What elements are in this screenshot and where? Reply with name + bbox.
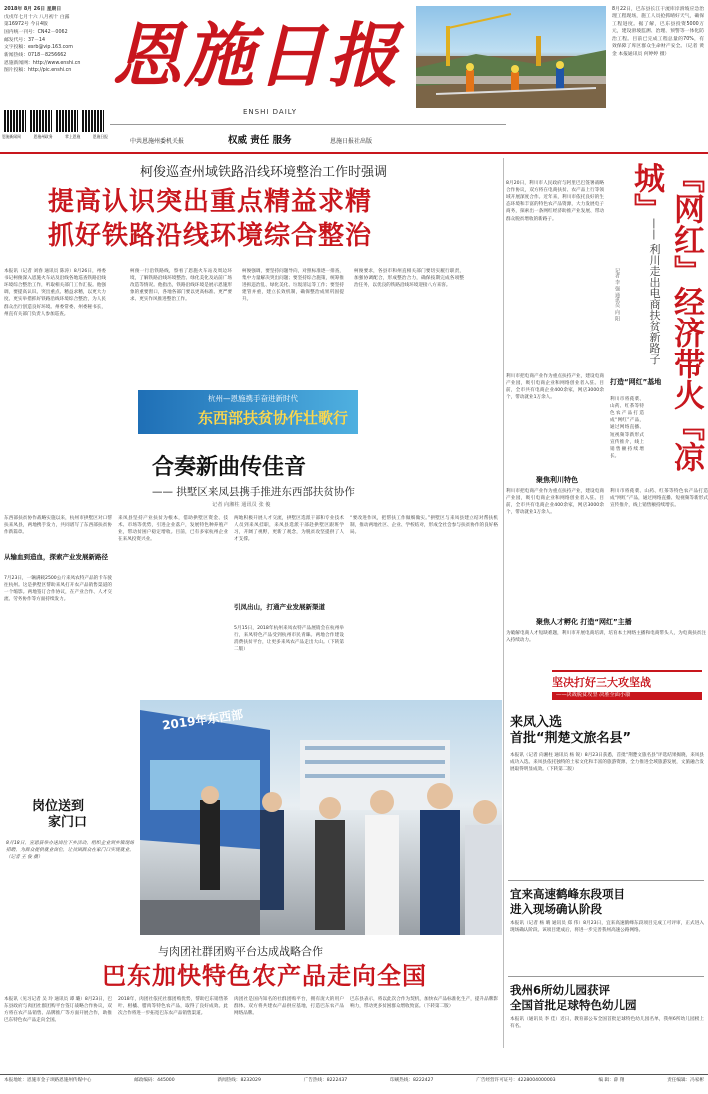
footer-address: 本报地址：恩施市金子坝路恩施州传媒中心 xyxy=(4,1078,92,1083)
story1-col3: 柯俊强调，要坚持问题导向，对照标准逐一排查，集中力量解决突出问题；要坚持综合施策，统筹推进拆违治乱、绿化美化、垃圾清运等工作；要坚持建管并重，建立长效机制，确保整治成果巩固提升。 xyxy=(242,269,344,303)
story2-banner-line2: 东西部扶贫协作壮歌行 xyxy=(198,409,349,427)
brief2-body: 本报讯（记者 杨 晴 通讯员 郑 伟）8月23日，宜来高速鹤峰东段项目完成工可评审，正式进入现场确认阶段。该项目建成后，将进一步完善我州高速公路网络。 xyxy=(510,921,704,934)
qr-label: 恩施州政务 xyxy=(33,134,53,139)
story3-col4: 巴东县表示，将以此次合作为契机，加快农产品标准化生产，提升品牌影响力，带动更多贫困群众增收致富。（下转第二版） xyxy=(350,997,498,1010)
story2-col1: 7月23日，一辆满载2500公斤来凤农特产品的卡车驶往杭州。这是拱墅区帮助来凤打开农产品销售渠道的一个缩影。两地签订合作协议，在产业合作、人才交流、劳务协作等方面持续发力。 xyxy=(4,576,112,603)
construction-scene-image xyxy=(416,6,606,108)
construction-photo xyxy=(416,6,606,108)
footer-tel-news: 新闻热线：8232029 xyxy=(217,1078,261,1083)
side-story-title-2: 家门口 xyxy=(48,815,88,830)
news-tel: 新闻热线：0718－8256662 xyxy=(4,53,67,59)
lunar-line: 戊戌年七月十六 八月初十 白露 xyxy=(4,14,70,20)
story1-col4: 柯俊要求，各县市和州直相关部门要切实履行职责，加强协调配合，形成整治合力，确保按期完成各项整治任务，以优良的铁路沿线环境迎接八方来客。 xyxy=(354,269,464,289)
qr-label: 恩施新闻网 xyxy=(2,134,21,139)
column-divider xyxy=(503,158,504,1048)
footer-tel-ads: 广告热线：8222437 xyxy=(303,1078,348,1083)
story-hangzhou xyxy=(2,395,500,695)
brief-highway xyxy=(508,884,706,974)
footer-tel-print: 印刷热线：8222427 xyxy=(390,1078,434,1083)
brief-divider-1 xyxy=(508,880,704,881)
story2-col2: 来凤县坚持产业扶贫为根本，借助拱墅区资金、技术、市场等优势，引进企业落户，发展特色种养殖产业，带动贫困户稳定增收。目前，已有多家杭州企业在来凤投资兴业。 xyxy=(118,516,228,543)
story3-col2: 2018年，肉团社依托社群团购优势，帮助巴东销售茶叶、柑橘、腊肉等特色农产品，取得了良好成效。此次合作将进一步拓宽巴东农产品销售渠道。 xyxy=(118,997,228,1017)
right-subhead-1: 打造“网红”基地 xyxy=(610,378,662,386)
masthead xyxy=(0,0,708,152)
story2-subhead: —— 拱墅区来凤县携手推进东西部扶贫协作 xyxy=(152,486,355,498)
right-byline: 记者 李 强 通讯员 向 阳 xyxy=(614,268,620,321)
right-vertical-title: 『网红』经济带火『凉城』 xyxy=(628,162,704,472)
brief2-title-1: 宜来高速鹤峰东段项目 xyxy=(510,887,625,901)
footer-rule xyxy=(0,1074,708,1075)
brief-kindergarten xyxy=(508,980,706,1062)
issue-no: 第16972号 今日4版 xyxy=(4,22,48,28)
footer-license: 广告经营许可证号：4228004000003 xyxy=(476,1078,556,1083)
story1-headline-line1: 提高认识突出重点精益求精 xyxy=(48,187,373,217)
banner-subtitle: ——决战脱贫攻坚 决胜全面小康 xyxy=(552,692,702,699)
story-railway xyxy=(2,158,502,340)
banner-title: 坚决打好三大攻坚战 xyxy=(552,676,651,689)
right-vertical-subtitle: —— 利川走出电商扶贫新路子 xyxy=(648,218,661,365)
slogan: 权威 责任 服务 xyxy=(228,135,292,146)
meeting-scene-image xyxy=(140,700,502,935)
cn-code: 国内统一刊号：CN42－0062 xyxy=(4,30,68,36)
right-subhead-3: 聚焦人才孵化 打造“网红”主播 xyxy=(536,618,632,626)
footer-post: 邮政编码：445000 xyxy=(134,1078,175,1083)
qr-labels xyxy=(2,134,108,144)
side-story-title-1: 岗位送到 xyxy=(32,799,85,814)
brief3-body: 本报讯（通讯员 李 佳）近日，教育部公布全国首批足球特色幼儿园名单，我州6所幼儿园榜上有名。 xyxy=(510,1017,704,1030)
side-story-body: 8月18日，宣恩县举办送岗位下乡活动，组织企业到乡镇现场招聘，为群众提供就业岗位，让贫困群众在家门口实现就业。（记者 王 俊 摄） xyxy=(6,841,134,861)
meeting-photo xyxy=(140,700,502,935)
story1-kicker: 柯俊巡查州域铁路沿线环境整治工作时强调 xyxy=(140,165,388,180)
qr-code-2 xyxy=(30,110,52,132)
sponsor: 中共恩施州委机关报 xyxy=(130,138,185,145)
footer-editor: 编 辑：薛 翔 xyxy=(598,1078,625,1083)
masthead-info xyxy=(4,6,90,106)
right-para-2b: 利川市将莼菜、山药、红茶等特色农产品打造成“网红”产品，通过网络直播、短视频等新形式宣传推介，线上销售额持续增长。 xyxy=(610,489,708,509)
footer-proof-editor: 责任编辑：冯家彬 xyxy=(667,1078,704,1083)
qr-code-3 xyxy=(56,110,78,132)
story1-col2: 柯俊一行沿铁路线，察看了恩施火车站及周边环境，了解铁路沿线环境整治、绿化美化及站前广场改造等情况。他指出，铁路沿线环境是展示恩施形象的重要窗口，各地各部门要以更高标准、更严要求、更实作风推进整治工作。 xyxy=(130,269,232,303)
photo-site: 图片投稿：http://pic.enshi.cn xyxy=(4,68,72,74)
story2-col4-subhead: 引凤出山，打通产业发展新渠道 xyxy=(234,603,325,611)
right-para-3: 为破解电商人才短缺难题，利川市开展电商培训，培育本土网络主播和电商带头人，为电商扶贫注入持续动力。 xyxy=(506,631,706,644)
brief3-title-1: 我州6所幼儿园获评 xyxy=(510,983,611,997)
story3-headline: 巴东加快特色农产品走向全国 xyxy=(102,962,427,990)
story2-col5: “要改进作风，把帮扶工作做细做实。”拱墅区与来凤县建立结对帮扶机制，推动两地社区、企业、学校结对，形成全社会参与扶贫协作的良好格局。 xyxy=(350,516,498,536)
top-photo-caption: 8月22日，巴东县长江干流库岸滑坡应急治理工程现场，施工人员抢抓晴好天气，确保工程进度。据了解，巴东县投资5000万元，建设滑坡监测、治理、预警等一体化防治工程。目前已完成工程总量的70%，有效保障了库区群众生命财产安全。（记者 黄金 本报通讯员 何婷婷 摄） xyxy=(612,7,704,57)
right-para-1b: 利川市把电商产业作为重点扶持产业，建设电商产业园，吸引电商企业和网络创业者入驻。目前，全市共有电商企业400余家，网店3000余个，带动就业1万余人。 xyxy=(506,489,604,516)
post-code: 邮发代号：37－14 xyxy=(4,37,45,43)
qr-label: 恩施日报 xyxy=(92,134,108,139)
story3-col3: 肉团社是国内知名的社群团购平台，拥有庞大的用户群体。双方将共建农产品供应基地，打造巴东农产品网络品牌。 xyxy=(234,997,344,1017)
qr-label: 掌上恩施 xyxy=(65,134,81,139)
campaign-banner xyxy=(552,670,702,700)
story2-side-subhead: 从输血到造血，探索产业发展新路径 xyxy=(4,553,108,561)
brief1-body: 本报讯（记者 向湘柱 通讯员 杨 锐）8月23日获悉，首批“荆楚文旅名县”评选结果揭晓，来凤县成功入选。来凤县依托独特的土家文化和丰富的旅游资源，全力推进全域旅游发展，文旅融合发展取得明显成效。（下转第二版） xyxy=(510,753,704,773)
right-subhead-2: 聚焦利川特色 xyxy=(536,476,578,484)
story2-headline: 合奏新曲传佳音 xyxy=(152,455,307,480)
story2-banner-line1: 杭州—恩施携手奋进新时代 xyxy=(208,394,298,403)
masthead-rule xyxy=(110,124,506,125)
story3-col1: 本报讯（见习记者 吴 玲 通讯员 谭 璐）8月23日，巴东县政府与肉团社群团购平台签订战略合作协议，双方将在农产品销售、品牌推广等方面开展合作，助推巴东特色农产品走向全国。 xyxy=(4,997,112,1024)
photo-sign-text: 2019年东西部 xyxy=(161,707,244,733)
date-line: 2018年 8月 26日 星期日 xyxy=(4,7,62,12)
story3-kicker: 与肉团社群团购平台达成战略合作 xyxy=(158,945,323,958)
story-badong xyxy=(2,944,502,1070)
site: 恩施新闻网：http://www.enshi.cn xyxy=(4,60,81,66)
right-para-1: 利川市把电商产业作为重点扶持产业，建设电商产业园，吸引电商企业和网络创业者入驻。目前，全市共有电商企业400余家，网店3000余个，带动就业1万余人。 xyxy=(506,374,604,401)
brief1-title-2: 首批“荆楚文旅名县” xyxy=(510,731,632,746)
story2-banner xyxy=(138,390,358,434)
brief2-title-2: 进入现场确认阶段 xyxy=(510,902,602,916)
story2-col4: 5月15日，2018年杭州来凤农特产品展销会在杭州举行，来凤特色产品受到杭州市民青睐。两地合作建设消费扶贫平台，让更多来凤农产品走出大山。（下转第二版） xyxy=(234,626,344,653)
brief1-title-1: 来凤入选 xyxy=(510,715,563,730)
newspaper-title: 恩施日报 xyxy=(112,14,400,97)
email: 文字投稿：esrb@vip.163.com xyxy=(4,45,73,51)
story2-col3: 两地积极开展人才交流，拱墅区选派干部和专业技术人员到来凤挂职，来凤县选派干部赴拱墅区跟班学习，开阔了视野，更新了观念，为脱贫攻坚提供了人才支撑。 xyxy=(234,516,344,543)
title-pinyin: ENSHI DAILY xyxy=(243,108,298,116)
side-story-jobs xyxy=(4,792,136,942)
right-column xyxy=(506,158,708,704)
footer xyxy=(4,1078,704,1090)
story1-col1: 本报讯（记者 刘春 通讯员 陈涛）8月26日，州委书记柯俊深入恩施火车站及沿线各地巡查铁路沿线环境综合整治工作，听取相关部门工作汇报。他强调，要提高认识、突出重点、精益求精，以更大力度、更实举措抓好铁路沿线环境综合整治，为人民群众出行创造良好环境。州委常委、州委秘书长，州直有关部门负责人参加巡查。 xyxy=(4,269,106,317)
brief-laifeng xyxy=(508,710,706,876)
qr-code-1 xyxy=(4,110,26,132)
right-para-2: 利川市将莼菜、山药、红茶等特色农产品打造成“网红”产品，通过网络直播、短视频等新形式宣传推介，线上销售额持续增长。 xyxy=(610,397,644,459)
masthead-bottom-rule xyxy=(0,152,708,154)
brief-divider-2 xyxy=(508,976,704,977)
right-intro: 8月20日，利川市人民政府与阿里巴巴签署战略合作协议，双方将在电商扶贫、农产品上行等领域开展深度合作。近年来，利川市依托良好的生态环境和丰富的特色农产品资源，大力发展电子商务，探索出一条网红经济助推产业发展、带动群众脱贫增收的新路子。 xyxy=(506,181,604,222)
qr-code-4 xyxy=(82,110,104,132)
story2-lead: 东西部扶贫协作战略实施以来，杭州市拱墅区对口帮扶来凤县，两地携手发力，共同谱写了东西部扶贫协作新篇章。 xyxy=(4,516,112,536)
brief3-title-2: 全国首批足球特色幼儿园 xyxy=(510,998,637,1012)
publisher: 恩施日报社出版 xyxy=(330,138,373,145)
story2-byline: 记者 向湘柱 通讯员 张 俊 xyxy=(212,502,271,508)
story1-headline-line2: 抓好铁路沿线环境综合整治 xyxy=(48,221,373,251)
